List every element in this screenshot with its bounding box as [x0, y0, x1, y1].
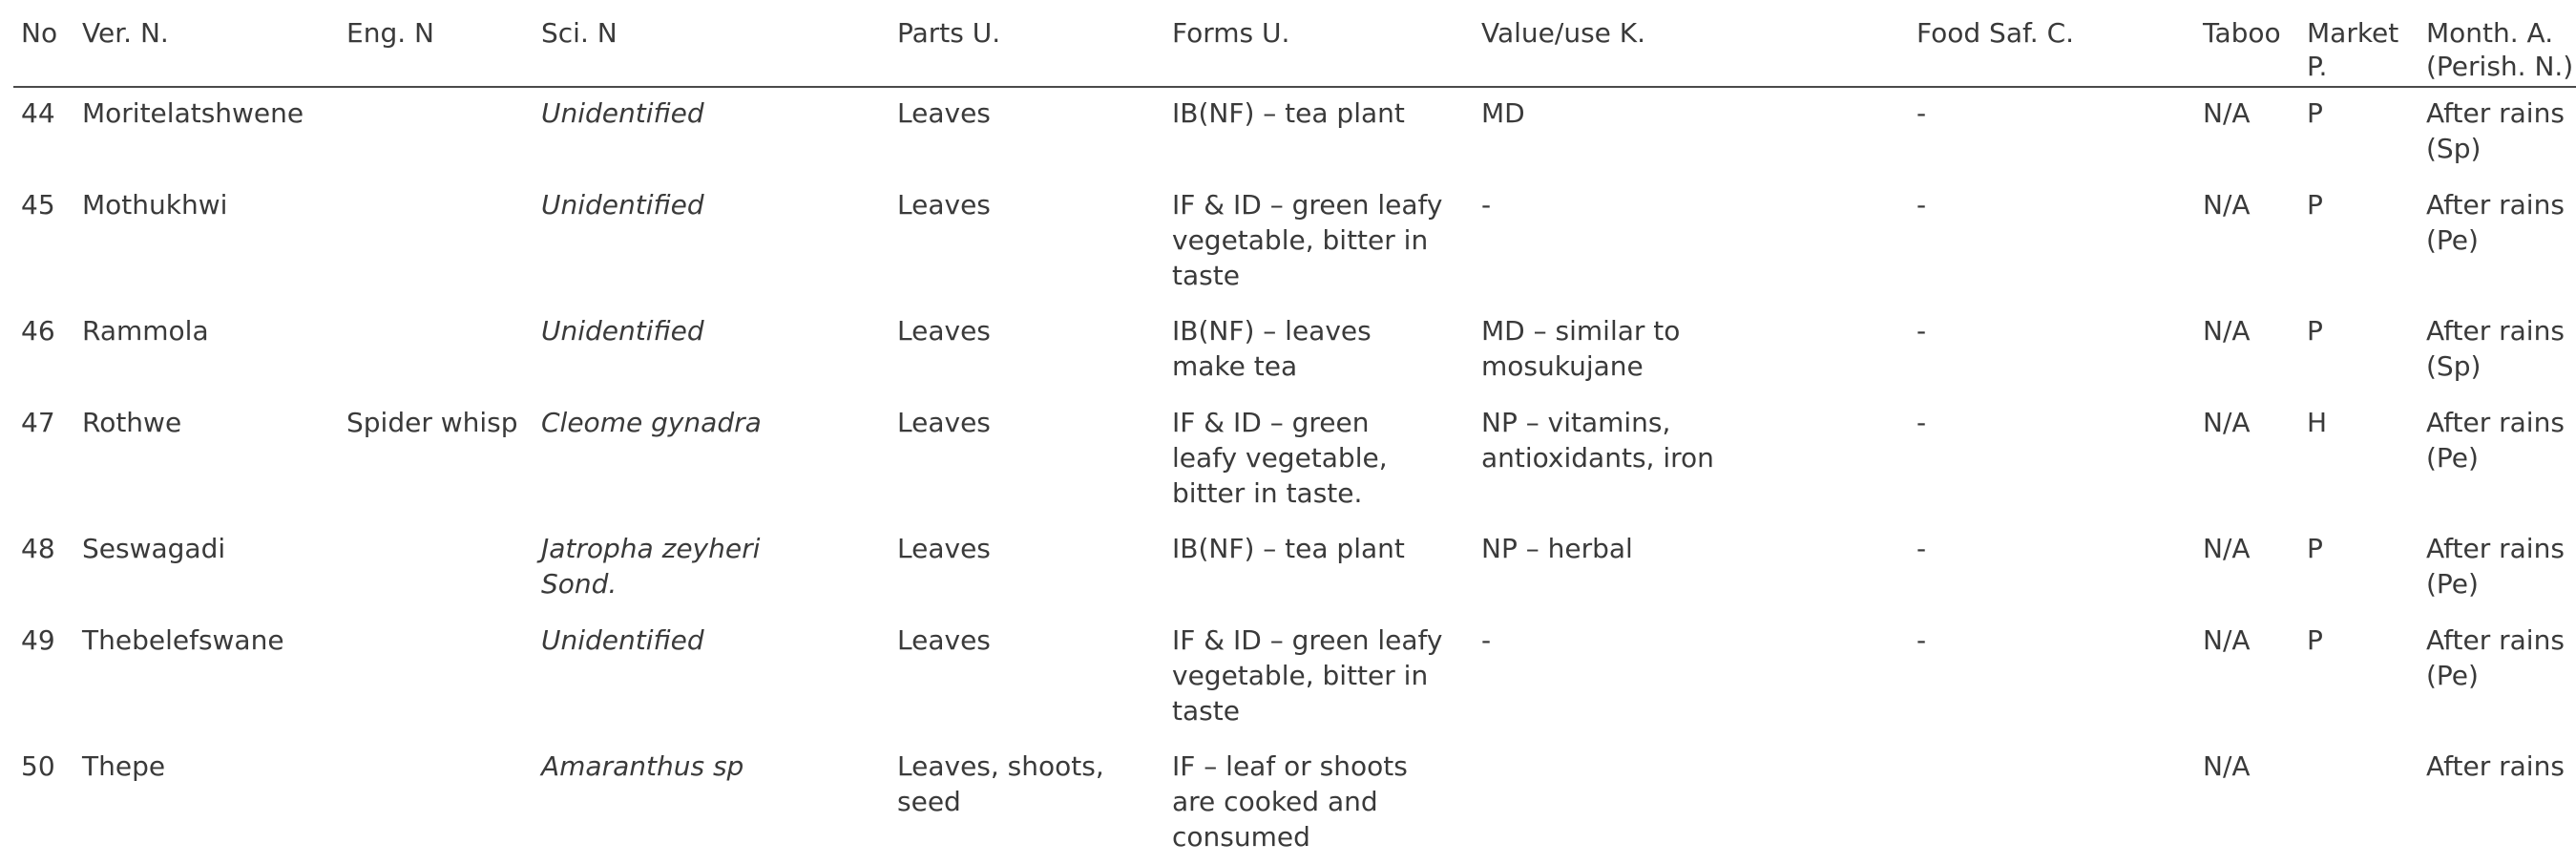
cell-forms-line: IF & ID – green leafy [1172, 624, 1443, 656]
cell-forms [1172, 622, 1443, 728]
cell-no: 46 [21, 315, 55, 347]
cell-value [1481, 622, 1491, 658]
cell-sci-line: Unidentified [541, 624, 704, 656]
cell-forms [1172, 95, 1405, 131]
cell-parts [897, 622, 991, 658]
cell-ver: Thebelefswane [82, 624, 284, 656]
cell-month [2426, 405, 2565, 475]
header-market [2307, 15, 2398, 84]
cell-month-line: After rains [2426, 624, 2565, 656]
cell-sci [541, 622, 704, 658]
cell-taboo: N/A [2203, 407, 2251, 438]
cell-month-line: (Pe) [2426, 442, 2479, 474]
cell-value-line: mosukujane [1481, 350, 1644, 382]
cell-sci-line: Unidentified [541, 189, 704, 221]
cell-no: 50 [21, 750, 55, 782]
cell-ver: Thepe [82, 750, 166, 782]
cell-sci [541, 313, 704, 348]
cell-month-line: (Sp) [2426, 350, 2482, 382]
cell-market: P [2307, 315, 2323, 347]
cell-month-line: (Pe) [2426, 568, 2479, 600]
cell-food: - [1916, 315, 1927, 347]
cell-sci-line: Unidentified [541, 315, 704, 347]
cell-no: 44 [21, 97, 55, 129]
cell-parts-line: Leaves, shoots, [897, 750, 1104, 782]
cell-forms-line: IF & ID – green leafy [1172, 189, 1443, 221]
cell-forms [1172, 749, 1408, 854]
cell-forms-line: leafy vegetable, [1172, 442, 1388, 474]
cell-month-line: After rains [2426, 315, 2565, 347]
cell-parts [897, 95, 991, 131]
cell-value [1481, 531, 1633, 566]
cell-parts [897, 313, 991, 348]
cell-ver: Mothukhwi [82, 189, 228, 221]
cell-no: 48 [21, 533, 55, 564]
cell-market: P [2307, 189, 2323, 221]
cell-no: 49 [21, 624, 55, 656]
cell-forms-line: taste [1172, 695, 1240, 727]
header-sci: Sci. N [541, 17, 618, 49]
cell-food: - [1916, 189, 1927, 221]
cell-value-line: antioxidants, iron [1481, 442, 1714, 474]
cell-parts-line: Leaves [897, 533, 991, 564]
cell-forms-line: IB(NF) – leaves [1172, 315, 1372, 347]
cell-sci [541, 405, 762, 440]
cell-month-line: (Pe) [2426, 224, 2479, 256]
cell-parts [897, 405, 991, 440]
cell-taboo: N/A [2203, 97, 2251, 129]
cell-month-line: After rains [2426, 97, 2565, 129]
cell-month [2426, 313, 2565, 384]
cell-forms [1172, 187, 1443, 293]
cell-parts [897, 187, 991, 222]
cell-forms-line: IF & ID – green [1172, 407, 1370, 438]
cell-month-line: After rains [2426, 750, 2565, 782]
cell-ver: Rammola [82, 315, 209, 347]
cell-month [2426, 95, 2565, 166]
header-no: No [21, 17, 58, 49]
cell-forms-line: IF – leaf or shoots [1172, 750, 1408, 782]
header-month-line1: Month. A. [2426, 17, 2554, 49]
header-market-line2: P. [2307, 51, 2328, 82]
cell-parts [897, 531, 991, 566]
cell-sci [541, 187, 704, 222]
cell-forms-line: vegetable, bitter in [1172, 224, 1429, 256]
header-month [2426, 15, 2573, 84]
cell-eng: Spider whisp [346, 407, 518, 438]
cell-forms-line: IB(NF) – tea plant [1172, 533, 1405, 564]
header-ver: Ver. N. [82, 17, 169, 49]
cell-value-line: NP – vitamins, [1481, 407, 1671, 438]
header-forms: Forms U. [1172, 17, 1290, 49]
cell-month-line: (Pe) [2426, 660, 2479, 691]
cell-value [1481, 95, 1525, 131]
cell-parts-line: Leaves [897, 315, 991, 347]
cell-forms [1172, 313, 1372, 384]
cell-month [2426, 622, 2565, 693]
header-rule [13, 86, 2576, 88]
cell-month [2426, 531, 2565, 601]
cell-parts-line: seed [897, 786, 961, 817]
header-food: Food Saf. C. [1916, 17, 2075, 49]
cell-ver: Seswagadi [82, 533, 226, 564]
cell-month [2426, 749, 2565, 784]
cell-market: P [2307, 624, 2323, 656]
cell-value-line: - [1481, 189, 1492, 221]
cell-sci-line: Sond. [541, 568, 618, 600]
cell-value [1481, 313, 1680, 384]
cell-taboo: N/A [2203, 624, 2251, 656]
cell-forms-line: IB(NF) – tea plant [1172, 97, 1405, 129]
cell-value-line: NP – herbal [1481, 533, 1633, 564]
cell-parts-line: Leaves [897, 97, 991, 129]
cell-value-line: - [1481, 624, 1492, 656]
cell-forms [1172, 405, 1388, 511]
cell-value [1481, 405, 1714, 475]
cell-sci-line: Unidentified [541, 97, 704, 129]
cell-sci [541, 749, 743, 784]
cell-market: H [2307, 407, 2328, 438]
cell-ver: Rothwe [82, 407, 182, 438]
cell-market: P [2307, 533, 2323, 564]
cell-ver: Moritelatshwene [82, 97, 304, 129]
cell-forms-line: are cooked and [1172, 786, 1378, 817]
cell-parts-line: Leaves [897, 189, 991, 221]
cell-sci-line: Jatropha zeyheri [541, 533, 761, 564]
cell-parts-line: Leaves [897, 624, 991, 656]
cell-food: - [1916, 407, 1927, 438]
cell-food: - [1916, 97, 1927, 129]
cell-month-line: After rains [2426, 407, 2565, 438]
header-month-line2: (Perish. N.) [2426, 51, 2574, 82]
table-header [0, 0, 2576, 86]
cell-taboo: N/A [2203, 315, 2251, 347]
cell-forms-line: taste [1172, 260, 1240, 291]
cell-forms-line: consumed [1172, 821, 1310, 853]
cell-month [2426, 187, 2565, 258]
cell-sci-line: Cleome gynadra [541, 407, 762, 438]
cell-no: 47 [21, 407, 55, 438]
cell-food: - [1916, 533, 1927, 564]
cell-no: 45 [21, 189, 55, 221]
cell-parts-line: Leaves [897, 407, 991, 438]
cell-sci-line: Amaranthus sp [541, 750, 744, 782]
cell-forms-line: make tea [1172, 350, 1298, 382]
cell-value [1481, 187, 1491, 222]
header-taboo: Taboo [2203, 17, 2281, 49]
cell-food: - [1916, 624, 1927, 656]
header-eng: Eng. N [346, 17, 434, 49]
cell-value-line: MD – similar to [1481, 315, 1681, 347]
cell-parts [897, 749, 1104, 819]
cell-month-line: (Sp) [2426, 133, 2482, 164]
header-market-line1: Market [2307, 17, 2399, 49]
cell-forms-line: bitter in taste. [1172, 477, 1363, 509]
cell-forms-line: vegetable, bitter in [1172, 660, 1429, 691]
cell-sci [541, 95, 704, 131]
header-value: Value/use K. [1481, 17, 1646, 49]
cell-taboo: N/A [2203, 750, 2251, 782]
cell-market: P [2307, 97, 2323, 129]
cell-taboo: N/A [2203, 189, 2251, 221]
cell-value-line: MD [1481, 97, 1525, 129]
header-parts: Parts U. [897, 17, 1001, 49]
cell-taboo: N/A [2203, 533, 2251, 564]
cell-sci [541, 531, 760, 601]
cell-month-line: After rains [2426, 189, 2565, 221]
cell-month-line: After rains [2426, 533, 2565, 564]
cell-forms [1172, 531, 1405, 566]
